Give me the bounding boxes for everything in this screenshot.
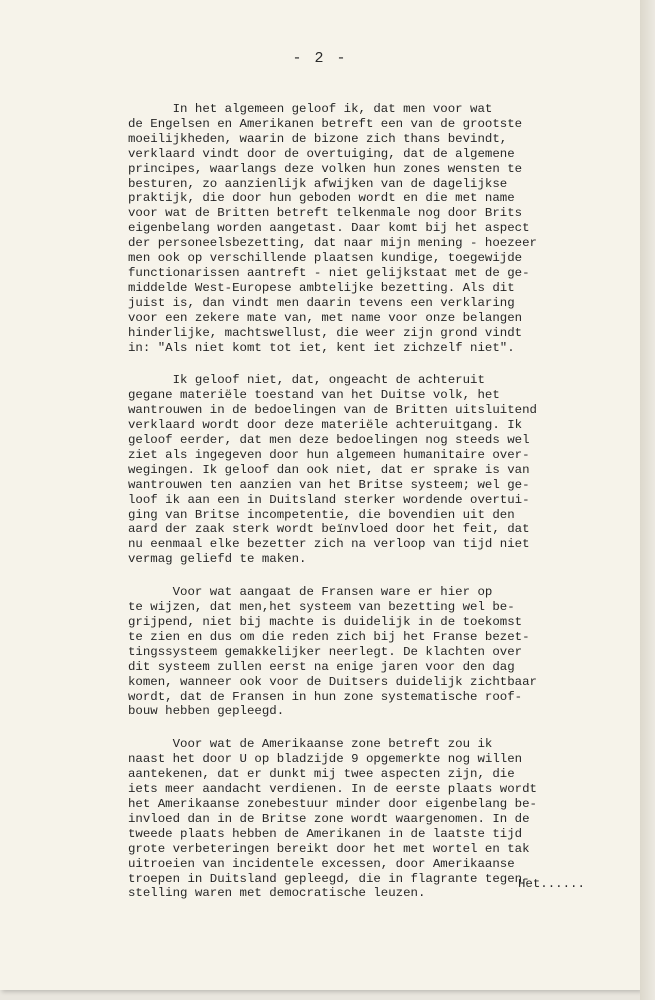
text-line: aantekenen, dat er dunkt mij twee aspecten zijn, die (128, 767, 515, 782)
text-line: eigenbelang worden aangetast. Daar komt bij het aspect (128, 221, 530, 236)
text-line: functionarissen aantreft - niet gelijkstaat met de ge- (128, 265, 530, 280)
text-line: wegingen. Ik geloof dan ook niet, dat er sprake is van (128, 462, 530, 477)
closing-catchword: Het...... (518, 877, 585, 891)
text-line: voor een zekere mate van, met name voor onze belangen (128, 310, 523, 325)
page-number: - 2 - (292, 50, 348, 67)
text-line: ging van Britse incompetentie, die bovendien uit den (128, 507, 515, 522)
text-line: men ook op verschillende plaatsen kundige, toegewijde (128, 251, 523, 266)
text-line: aard der zaak sterk wordt beïnvloed door het feit, dat (128, 522, 530, 537)
paragraph (128, 585, 608, 719)
text-line: verklaard vindt door de overtuiging, dat de algemene (128, 146, 515, 161)
text-line: bouw hebben gepleegd. (128, 704, 285, 719)
text-line: In het algemeen geloof ik, dat men voor wat (128, 102, 493, 116)
page-edge (640, 0, 655, 1000)
text-line: iets meer aandacht verdienen. In de eerste plaats wordt (128, 782, 537, 797)
text-line: voor wat de Britten betreft telkenmale nog door Brits (128, 206, 523, 221)
text-line: loof ik aan een in Duitsland sterker wordende overtui- (128, 492, 530, 507)
text-line: nu eenmaal elke bezetter zich na verloop van tijd niet (128, 537, 530, 552)
text-line: hinderlijke, machtswellust, die weer zijn grond vindt (128, 325, 523, 340)
text-line: moeilijkheden, waarin de bizone zich thans bevindt, (128, 131, 508, 146)
text-line: grote verbeteringen bereikt door het met wortel en tak (128, 841, 530, 856)
text-line: Ik geloof niet, dat, ongeacht de achteruit (128, 373, 485, 388)
text-line: praktijk, die door hun geboden wordt en die met name (128, 191, 515, 206)
paragraph (128, 102, 608, 355)
text-line: tingssysteem gemakkelijker neerlegt. De klachten over (128, 644, 523, 659)
text-line: stelling waren met democratische leuzen. (128, 886, 426, 901)
text-line: dit systeem zullen eerst na enige jaren voor den dag (128, 659, 515, 674)
text-line: besturen, zo aanzienlijk afwijken van de dagelijkse (128, 176, 508, 191)
text-line: te wijzen, dat men,het systeem van bezetting wel be- (128, 600, 515, 615)
text-line: middelde West-Europese ambtelijke bezetting. Als dit (128, 280, 515, 295)
text-line: wordt, dat de Fransen in hun zone systematische roof- (128, 689, 523, 704)
text-line: komen, wanneer ook voor de Duitsers duidelijk zichtbaar (128, 674, 537, 689)
text-line: invloed dan in de Britse zone wordt waargenomen. In de (128, 811, 530, 826)
text-line: tweede plaats hebben de Amerikanen in de laatste tijd (128, 826, 523, 841)
text-line: juist is, dan vindt men daarin tevens een verklaring (128, 295, 515, 310)
text-line: grijpend, niet bij machte is duidelijk in de toekomst (128, 615, 523, 629)
text-line: vermag geliefd te maken. (128, 552, 307, 567)
text-line: der personeelsbezetting, dat naar mijn mening - hoezeer (128, 236, 537, 251)
text-line: te zien en dus om die reden zich bij het Franse bezet- (128, 629, 530, 644)
text-line: het Amerikaanse zonebestuur minder door eigenbelang be- (128, 796, 537, 811)
text-line: uitroeien van incidentele excessen, door Amerikaanse (128, 856, 515, 871)
text-line: Voor wat aangaat de Fransen ware er hier op (128, 585, 493, 600)
text-line: principes, waarlangs deze volken hun zones wensten te (128, 161, 523, 176)
text-line: troepen in Duitsland gepleegd, die in flagrante tegen- (128, 871, 530, 886)
text-line: naast het door U op bladzijde 9 opgemerkte nog willen (128, 752, 523, 767)
text-line: wantrouwen ten aanzien van het Britse systeem; wel ge- (128, 477, 530, 492)
document-body (128, 102, 608, 919)
text-line: geloof eerder, dat men deze bedoelingen nog steeds wel (128, 433, 530, 448)
text-line: ziet als ingegeven door hun algemeen humanitaire over- (128, 447, 530, 462)
text-line: wantrouwen in de bedoelingen van de Britten uitsluitend (128, 403, 537, 418)
text-line: verklaard wordt door deze materiële achteruitgang. Ik (128, 418, 523, 433)
text-line: Voor wat de Amerikaanse zone betreft zou ik (128, 737, 493, 752)
text-line: gegane materiële toestand van het Duitse volk, het (128, 388, 500, 403)
text-line: in: "Als niet komt tot iet, kent iet zichzelf niet". (128, 340, 515, 355)
paragraph (128, 373, 608, 567)
text-line: de Engelsen en Amerikanen betreft een van de grootste (128, 116, 523, 131)
